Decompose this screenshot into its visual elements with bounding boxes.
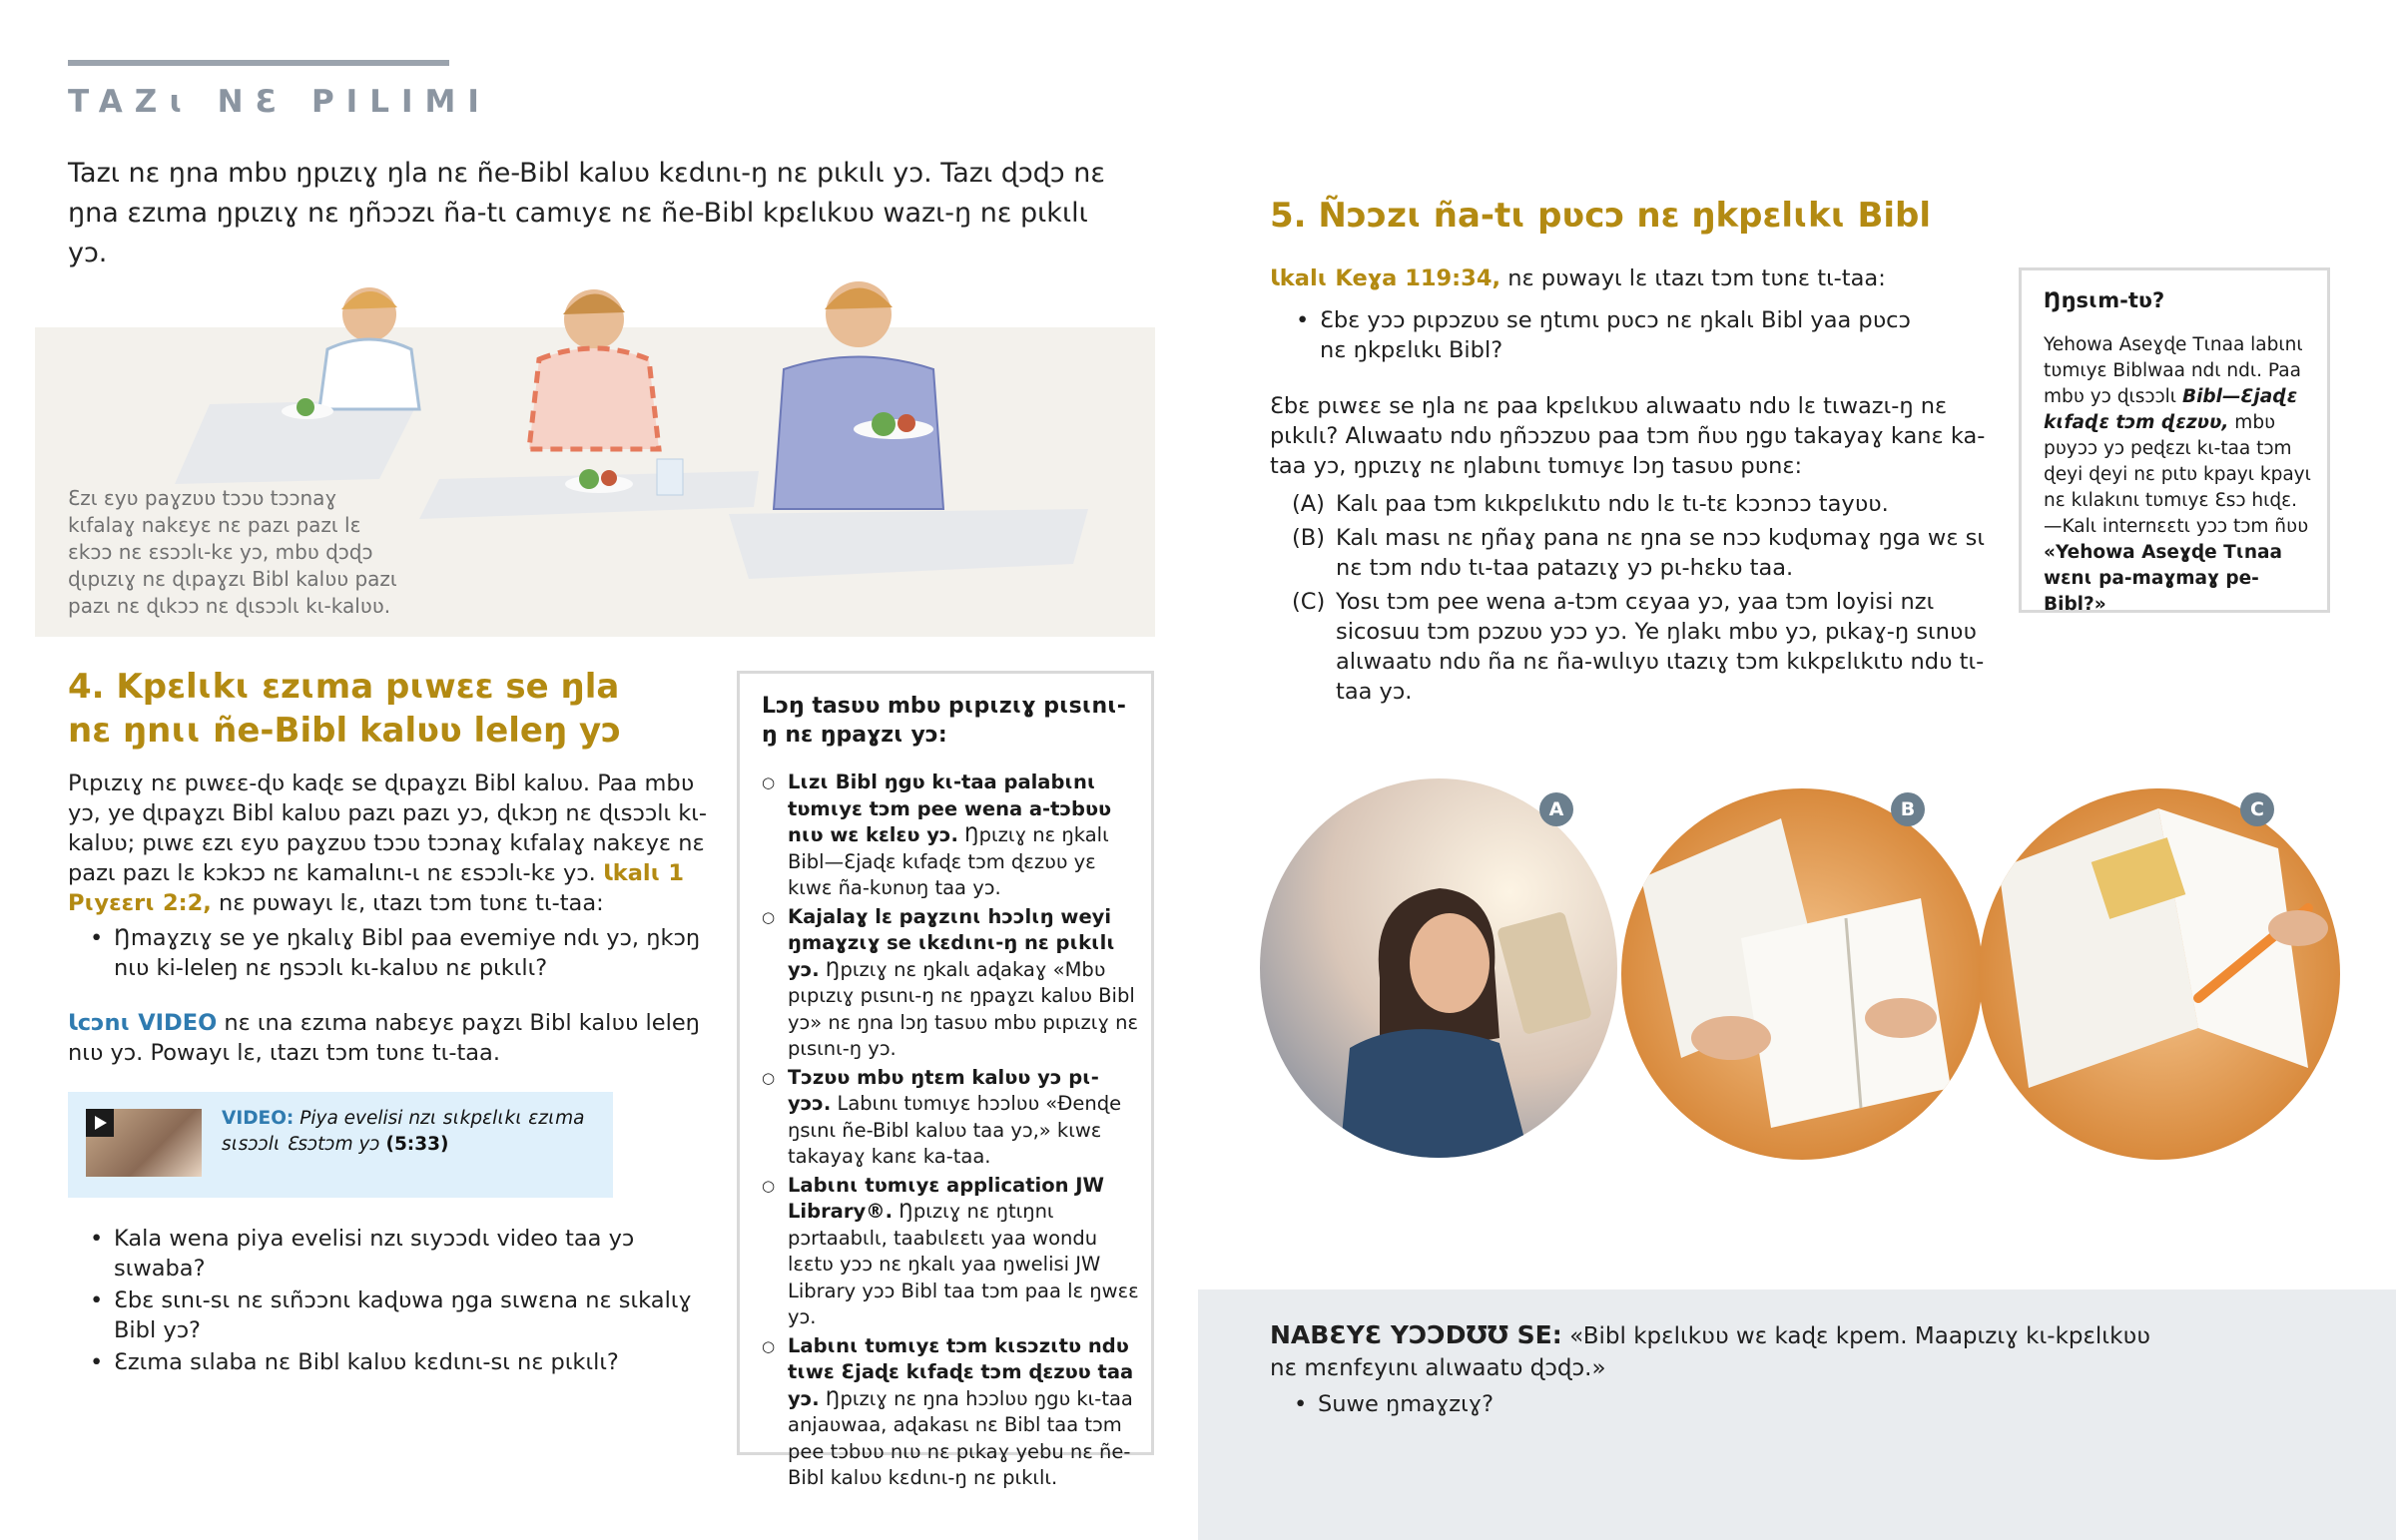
study-option-b [1292, 523, 2001, 583]
tip-item-bold: Labɩnɩ tʋmɩyɛ application JW Library®. [788, 1173, 1105, 1223]
option-key: (A) [1292, 491, 1325, 517]
tip-item-text: Labɩnɩ tʋmɩyɛ hɔɔlʋʋ «Ɖenɖe ŋsɩnɩ ñe-Bibl kalʋʋ taa yɔ,» kɩwɛ takayaɣ kanɛ ka-taa. [788, 1092, 1122, 1168]
tips-box [737, 671, 1154, 1489]
section-4-paragraph-tail: nɛ pʋwayɩ lɛ, ɩtazɩ tɔm tʋnɛ tɩ-taa: [218, 890, 604, 916]
tip-item-bold: Labɩnɩ tʋmɩyɛ tɔm kɩsɔzɩtʋ ndʋ tɩwɛ Ɛjaɖɛ kɩfaɖɛ tɔm ɖɛzʋʋ taa yɔ. [788, 1333, 1134, 1410]
video-card-prefix: VIDEO: [222, 1108, 295, 1129]
option-text: Kalɩ masɩ nɛ ŋñaɣ pana nɛ ŋna se nɔɔ kʋɖʋmaɣ ŋga wɛ sɩ nɛ tɔm ndʋ tɩ-taa patazɩɣ yɔ pɩ-hɛkʋ taa. [1336, 525, 1985, 581]
question-item: • Ɛbɛ yɔɔ pɩpɔzʋʋ se ŋtɩmɩ pʋcɔ nɛ ŋkalɩ Bibl yaa pʋcɔ nɛ ŋkpɛlɩkɩ Bibl? [1296, 305, 1935, 365]
tip-item-text: Ŋpɩzɩɣ nɛ ŋna hɔɔlʋʋ ŋgʋ kɩ-taa anjaʋwaa, aɖakasɩ nɛ Bibl taa tɔm pee tɔbʋʋ nɩʋ nɛ pɩkaɣ yebu nɛ ñe-Bibl kalʋʋ kɛdɩnɩ-ŋ nɛ pɩkɩlɩ. [788, 1386, 1133, 1489]
section-4-paragraph [68, 769, 707, 918]
summary-box [1198, 1289, 2396, 1540]
girl-reading-illustration [1260, 778, 1617, 1158]
play-icon[interactable] [86, 1109, 114, 1137]
illustration-circle-b [1621, 788, 1983, 1160]
illustration-caption: Ɛzɩ ɛyʋ paɣzʋʋ tɔɔʋ tɔɔnaɣ kɩfalaɣ nakɛyɛ nɛ pazɩ pazɩ lɛ ɛkɔɔ nɛ ɛsɔɔlɩ-kɛ yɔ, mbʋ ɖɔɖɔ ɖɩpɩzɩɣ nɛ ɖɩpaɣzɩ Bibl kalʋʋ pazɩ pazɩ nɛ ɖɩkɔɔ nɛ ɖɩsɔɔlɩ kɩ-kalʋʋ. [68, 486, 397, 618]
question-item: • Ɛzɩma sɩlaba nɛ Bibl kalʋʋ kɛdɩnɩ-sɩ nɛ pɩkɩlɩ? [90, 1347, 709, 1377]
badge-b: B [1891, 792, 1925, 826]
section-5-paragraph: Ɛbɛ pɩwɛɛ se ŋla nɛ paa kpɛlɩkʋʋ alɩwaatʋ ndʋ lɛ tɩwazɩ-ŋ nɛ pɩkɩlɩ? Alɩwaatʋ ndʋ ŋñɔɔzʋʋ paa tɔm ñʋʋ ŋgʋ takayaɣ kanɛ ka-taa yɔ, ŋpɩzɩɣ nɛ ŋlabɩnɩ tʋmɩyɛ lɔŋ tasʋʋ pʋnɛ: [1270, 393, 1986, 479]
option-text: Yosɩ tɔm pee wena a-tɔm cɛyaa yɔ, yaa tɔm loyisi nzɩ sicosuu tɔm pɔzʋʋ yɔɔ yɔ. Ye ŋlakɩ mbʋ yɔ, pɩkaɣ-ŋ sɩnʋʋ alɩwaatʋ ndʋ ña nɛ ña-wɩlɩyʋ ɩtazɩɣ tɔm kɩkpɛlɩkɩtʋ ndʋ tɩ-taa yɔ. [1336, 589, 1985, 705]
underlining-book-illustration [1979, 788, 2340, 1160]
question-box-text-mid: mbʋ pʋyɔɔ yɔ peɖɛzɩ kɩ-taa tɔm ɖeyi ɖeyi nɛ pɩtʋ kpayɩ kpayɩ nɛ kɩlakɩnɩ tʋmɩyɛ Ɛsɔ hɩɖɛ. —Kalɩ internɛɛtɩ yɔɔ tɔm ñʋʋ [2044, 412, 2311, 537]
section-4-question-list [90, 923, 709, 985]
question-box-text [2044, 332, 2315, 618]
section-5-heading: 5. Ñɔɔzɩ ña-tɩ pʋcɔ nɛ ŋkpɛlɩkɩ Bibl [1270, 196, 1932, 236]
video-thumbnail[interactable] [86, 1109, 202, 1177]
tip-item [762, 1065, 1141, 1171]
intro-paragraph: Tazɩ nɛ ŋna mbʋ ŋpɩzɩɣ ŋla nɛ ñe-Bibl kalʋʋ kɛdɩnɩ-ŋ nɛ pɩkɩlɩ yɔ. Tazɩ ɖɔɖɔ nɛ ŋna ɛzɩma ŋpɩzɩɣ nɛ ŋñɔɔzɩ ña-tɩ camɩyɛ nɛ ñe-Bibl kpɛlɩkʋʋ wazɩ-ŋ nɛ pɩkɩlɩ yɔ. [68, 158, 1105, 268]
question-item: • Ɛbɛ sɩnɩ-sɩ nɛ sɩñɔɔnɩ kaɖʋwa ŋga sɩwɛna nɛ sɩkalɩɣ Bibl yɔ? [90, 1285, 709, 1345]
tip-item [762, 1173, 1141, 1331]
scripture-reference-link[interactable]: Ɩkalɩ 1 Pɩyɛɛrɩ 2:2, [68, 860, 685, 916]
tip-item-bold: Kajalaɣ lɛ paɣzɩnɩ hɔɔlɩŋ weyi ŋmaɣzɩɣ se ɩkɛdɩnɩ-ŋ nɛ pɩkɩlɩ yɔ. [788, 904, 1115, 981]
video-instruction [68, 1008, 707, 1068]
badge-c: C [2240, 792, 2274, 826]
tip-item-text: Ŋpɩzɩɣ nɛ ŋkalɩ aɖakaɣ «Mbʋ pɩpɩzɩɣ pɩsɩnɩ-ŋ nɛ ŋpaɣzɩ kalʋʋ Bibl yɔ» nɛ ŋna lɔŋ tasʋʋ mbʋ pɩpɩzɩɣ nɛ pɩsɩnɩ-ŋ yɔ. [788, 957, 1139, 1060]
section-4-paragraph-text: Pɩpɩzɩɣ nɛ pɩwɛɛ-ɖʋ kaɖɛ se ɖɩpaɣzɩ Bibl kalʋʋ. Paa mbʋ yɔ, ye ɖɩpaɣzɩ Bibl kalʋʋ pazɩ pazɩ yɔ, ɖɩkɔŋ nɛ ɖɩsɔɔlɩ kɩ-kalʋʋ; pɩwɛ ɛzɩ ɛyʋ paɣzʋʋ tɔɔʋ tɔɔnaɣ kɩfalaɣ nakɛyɛ nɛ pazɩ pazɩ lɛ kɔkɔɔ nɛ kamalɩnɩ-ɩ nɛ ɛsɔɔlɩ-kɛ yɔ. [68, 770, 708, 886]
question-box-heading: Ŋŋsɩm-tʋ? [2044, 288, 2165, 312]
badge-a: A [1539, 792, 1573, 826]
tip-item-text: Ŋpɩzɩɣ nɛ ŋkalɩ Bibl—Ɛjaɖɛ kɩfaɖɛ tɔm ɖɛzʋʋ yɛ kɩwɛ ña-kʋnʋŋ taa yɔ. [788, 823, 1109, 899]
illustration-circle-c [1979, 788, 2340, 1160]
section-5-intro [1270, 263, 1989, 293]
section-top-rule [68, 60, 449, 66]
tip-item-bold: Tɔzʋʋ mbʋ ŋtɛm kalʋʋ yɔ pɩ-yɔɔ. [788, 1065, 1099, 1115]
tip-item [762, 770, 1141, 902]
question-box-link[interactable]: «Yehowa Aseɣɖe Tɩnaa wɛnɩ pa-maɣmaɣ pe-Bibl?» [2044, 542, 2283, 615]
section-title: TAZɩ NƐ PILIMI [68, 84, 491, 120]
video-card[interactable] [68, 1092, 613, 1198]
section-4-heading: 4. Kpɛlɩkɩ ɛzɩma pɩwɛɛ se ŋla nɛ ŋnɩɩ ñe-Bibl kalʋʋ leleŋ yɔ [68, 667, 622, 751]
tips-box-heading: Lɔŋ tasʋʋ mbʋ pɩpɩzɩɣ pɩsɩnɩ-ŋ nɛ ŋpaɣzɩ yɔ: [762, 694, 1126, 748]
video-card-title: Piya evelisi nzɩ sɩkpɛlɩkɩ ɛzɩma sɩsɔɔlɩ Ɛsɔtɔm yɔ [222, 1108, 585, 1155]
option-key: (B) [1292, 525, 1325, 551]
question-item: • Suwe ŋmaɣzɩɣ? [1294, 1389, 1893, 1419]
study-option-a [1292, 489, 2001, 519]
option-key: (C) [1292, 589, 1326, 615]
summary-label: NABƐYƐ YƆƆDƱƱ SE: [1270, 1320, 1562, 1349]
summary-text [1270, 1319, 2168, 1384]
section-5-question-list [1296, 305, 1935, 367]
question-box-text-bold: Bibl—Ɛjaɖɛ kɩfaɖɛ tɔm ɖɛzʋʋ, [2044, 386, 2298, 433]
video-question-list [90, 1224, 709, 1379]
table-3 [729, 509, 1088, 579]
video-card-duration: (5:33) [385, 1134, 449, 1155]
summary-quote: «Bibl kpɛlɩkʋʋ wɛ kaɖɛ kpem. Maapɩzɩɣ kɩ-kpɛlɩkʋʋ nɛ mɛnfɛyɩnɩ alɩwaatʋ ɖɔɖɔ.» [1270, 1323, 2150, 1381]
section-5-intro-text: nɛ pʋwayɩ lɛ ɩtazɩ tɔm tʋnɛ tɩ-taa: [1507, 265, 1886, 291]
video-link[interactable]: Ɩcɔnɩ VIDEO [68, 1010, 218, 1036]
open-book-illustration [1621, 788, 1983, 1160]
tip-item [762, 1333, 1141, 1492]
question-box [2019, 267, 2330, 613]
option-text: Kalɩ paa tɔm kɩkpɛlɩkɩtʋ ndʋ lɛ tɩ-tɛ kɔɔnɔɔ tayʋʋ. [1336, 491, 1889, 517]
question-item: • Kala wena piya evelisi nzɩ sɩyɔɔdɩ video taa yɔ sɩwaba? [90, 1224, 709, 1283]
tips-list [762, 770, 1141, 1494]
video-card-text[interactable] [222, 1106, 591, 1158]
summary-question-list [1294, 1389, 1893, 1421]
tip-item [762, 904, 1141, 1063]
tip-item-text: Ŋpɩzɩɣ nɛ ŋtɩŋnɩ pɔrtaabɩlɩ, taabɩlɛɛtɩ yaa wondu lɛɛtʋ yɔɔ nɛ ŋkalɩ yaa ŋwelisi JW Library yɔɔ Bibl taa tɔm paa lɛ ŋwɛɛ yɔ. [788, 1200, 1139, 1328]
illustration-circle-a [1260, 778, 1617, 1158]
video-instruction-text: nɛ ɩna ɛzɩma nabɛyɛ paɣzɩ Bibl kalʋʋ leleŋ nɩʋ yɔ. Powayɩ lɛ, ɩtazɩ tɔm tʋnɛ tɩ-taa. [68, 1010, 700, 1066]
study-option-c [1292, 587, 2001, 707]
tip-item-bold: Lɩzɩ Bibl ŋgʋ kɩ-taa palabɩnɩ tʋmɩyɛ tɔm pee wena a-tɔbʋʋ nɩʋ wɛ kɛlɛʋ yɔ. [788, 770, 1112, 846]
question-item: • Ŋmaɣzɩɣ se ye ŋkalɩɣ Bibl paa evemiye ndɩ yɔ, ŋkɔŋ nɩʋ ki-leleŋ nɛ ŋsɔɔlɩ kɩ-kalʋʋ nɛ pɩkɩlɩ? [90, 923, 709, 983]
question-box-text-pre: Yehowa Aseɣɖe Tɩnaa labɩnɩ tʋmɩyɛ Biblwaa ndɩ ndɩ. Paa mbʋ yɔ ɖɩsɔɔlɩ [2044, 334, 2303, 407]
scripture-reference-link[interactable]: Ɩkalɩ Keɣa 119:34, [1270, 265, 1501, 291]
study-options-list [1292, 489, 2001, 707]
